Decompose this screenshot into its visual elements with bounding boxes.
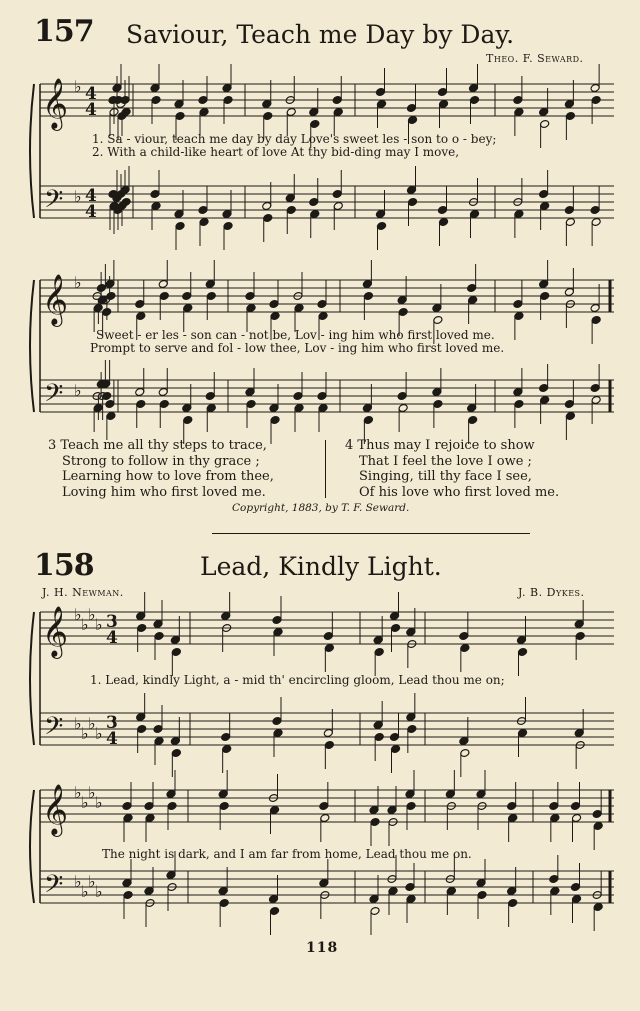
- lyrics-verse-1: The night is dark, and I am far from home, Lead thou me on.: [102, 847, 472, 861]
- flat-sign: ♭: [88, 605, 96, 624]
- section-divider: [212, 533, 530, 534]
- flat-sign: ♭: [95, 724, 103, 743]
- hymn-title: Lead, Kindly Light.: [200, 552, 442, 581]
- lyrics-verse-2: Prompt to serve and fol - low thee, Lov - ing him who first loved me.: [90, 341, 505, 355]
- treble-clef: 𝄞: [42, 78, 69, 129]
- time-signature: 3: [106, 612, 118, 632]
- flat-sign: ♭: [95, 882, 103, 901]
- flat-sign: ♭: [81, 882, 89, 901]
- brace: [30, 612, 34, 745]
- flat-sign: ♭: [74, 187, 82, 206]
- flat-sign: ♭: [74, 381, 82, 400]
- composer-credit: J. B. Dykes.: [518, 586, 585, 599]
- brace: [30, 280, 34, 412]
- hymn-title: Saviour, Teach me Day by Day.: [126, 20, 515, 49]
- flat-sign: ♭: [95, 793, 103, 812]
- copyright-notice: Copyright, 1883, by T. F. Seward.: [232, 502, 410, 514]
- time-signature: 4: [85, 100, 97, 120]
- treble-clef: 𝄞: [42, 784, 69, 835]
- flat-sign: ♭: [95, 615, 103, 634]
- verse-4: 4 Thus may I rejoice to show That I feel the love I owe ; Singing, till thy face I see, Of his love who first loved me.: [345, 438, 560, 500]
- brace: [30, 84, 34, 218]
- bass-clef: 𝄢: [44, 712, 64, 747]
- treble-clef: 𝄞: [42, 606, 69, 657]
- flat-sign: ♭: [81, 793, 89, 812]
- author-credit: J. H. Newman.: [42, 586, 124, 599]
- time-signature: 4: [106, 628, 118, 648]
- flat-sign: ♭: [74, 783, 82, 802]
- brace: [30, 790, 34, 903]
- flat-sign: ♭: [74, 273, 82, 292]
- flat-sign: ♭: [81, 615, 89, 634]
- flat-sign: ♭: [88, 783, 96, 802]
- lyrics-verse-2: 2. With a child-like heart of love At thy bid-ding may I move,: [92, 145, 460, 159]
- time-signature: 4: [85, 202, 97, 222]
- flat-sign: ♭: [74, 77, 82, 96]
- lyrics-verse-1: Sweet - er les - son can - not be, Lov - ing him who first loved me.: [96, 328, 495, 342]
- hymn-number: 157: [34, 14, 94, 49]
- bass-clef: 𝄢: [44, 379, 64, 414]
- time-signature: 4: [85, 84, 97, 104]
- treble-clef: 𝄞: [42, 274, 69, 325]
- flat-sign: ♭: [74, 872, 82, 891]
- lyrics-verse-1: 1. Lead, kindly Light, a - mid th' encircling gloom, Lead thou me on;: [90, 673, 505, 687]
- flat-sign: ♭: [74, 714, 82, 733]
- lyrics-verse-1: 1. Sa - viour, teach me day by day Love's sweet les - son to o - bey;: [92, 132, 497, 146]
- bass-clef: 𝄢: [44, 185, 64, 220]
- time-signature: 4: [85, 186, 97, 206]
- composer-credit: Theo. F. Seward.: [486, 52, 584, 65]
- flat-sign: ♭: [88, 714, 96, 733]
- flat-sign: ♭: [88, 872, 96, 891]
- time-signature: 3: [106, 713, 118, 733]
- time-signature: 4: [106, 729, 118, 749]
- flat-sign: ♭: [81, 724, 89, 743]
- verse-3: 3 Teach me all thy steps to trace, Strong to follow in thy grace ; Learning how to love from thee, Loving him who first loved me.: [48, 438, 274, 500]
- bass-clef: 𝄢: [44, 870, 64, 905]
- page-number: 118: [306, 940, 339, 956]
- hymn-number: 158: [34, 548, 94, 583]
- flat-sign: ♭: [74, 605, 82, 624]
- verse-divider: [325, 440, 326, 498]
